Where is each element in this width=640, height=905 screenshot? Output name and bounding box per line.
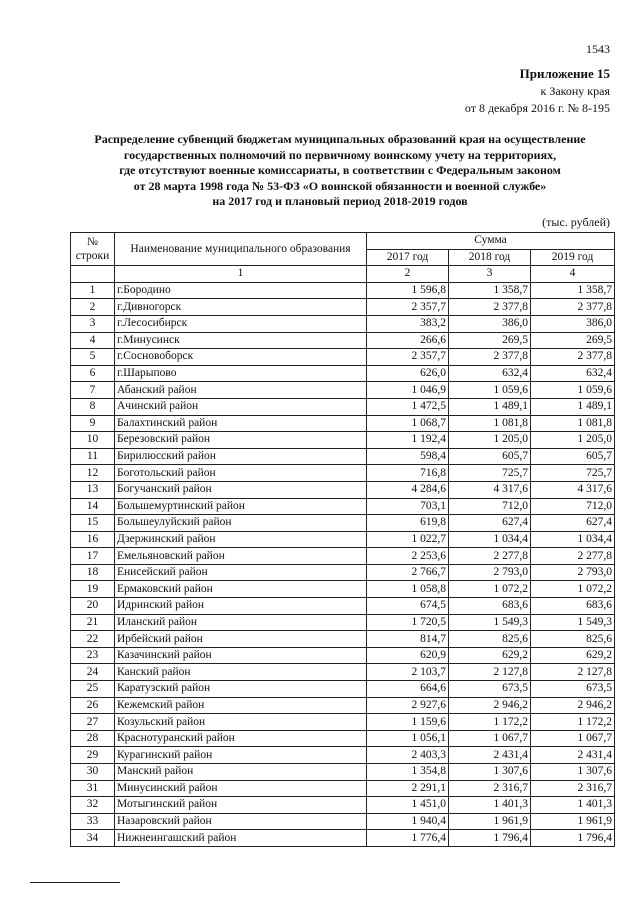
- title-line: где отсутствуют военные комиссариаты, в соответствии с Федеральным законом: [119, 163, 561, 177]
- row-number-cell: 26: [71, 697, 115, 714]
- value-2018-cell: 627,4: [449, 515, 531, 532]
- row-number-cell: 5: [71, 349, 115, 366]
- row-number-cell: 33: [71, 813, 115, 830]
- value-2017-cell: 1 776,4: [367, 830, 449, 847]
- value-2018-cell: 825,6: [449, 631, 531, 648]
- value-2017-cell: 4 284,6: [367, 481, 449, 498]
- value-2017-cell: 674,5: [367, 598, 449, 615]
- value-2017-cell: 1 451,0: [367, 797, 449, 814]
- table-row: [71, 382, 615, 399]
- table-row: [71, 598, 615, 615]
- municipality-name-cell: Манский район: [115, 764, 367, 781]
- row-number-cell: 4: [71, 332, 115, 349]
- value-2019-cell: 2 431,4: [531, 747, 615, 764]
- table-row: [71, 614, 615, 631]
- table-row: [71, 830, 615, 847]
- row-number-cell: 18: [71, 564, 115, 581]
- table-row: [71, 531, 615, 548]
- municipality-name-cell: Нижнеингашский район: [115, 830, 367, 847]
- row-number-cell: 11: [71, 448, 115, 465]
- table-row: [71, 548, 615, 565]
- value-2019-cell: 1 072,2: [531, 581, 615, 598]
- table-row: [71, 432, 615, 449]
- value-2017-cell: 1 056,1: [367, 730, 449, 747]
- value-2019-cell: 632,4: [531, 365, 615, 382]
- footnote-divider: [30, 882, 120, 883]
- value-2017-cell: 2 927,6: [367, 697, 449, 714]
- value-2018-cell: 1 172,2: [449, 714, 531, 731]
- value-2018-cell: 712,0: [449, 498, 531, 515]
- municipality-name-cell: Мотыгинский район: [115, 797, 367, 814]
- table-row: [71, 332, 615, 349]
- value-2019-cell: 1 067,7: [531, 730, 615, 747]
- value-2017-cell: 2 357,7: [367, 299, 449, 316]
- row-number-cell: 19: [71, 581, 115, 598]
- value-2018-cell: 2 316,7: [449, 780, 531, 797]
- row-number-cell: 7: [71, 382, 115, 399]
- row-number-cell: 8: [71, 398, 115, 415]
- value-2017-cell: 2 291,1: [367, 780, 449, 797]
- value-2019-cell: 2 946,2: [531, 697, 615, 714]
- table-row: [71, 415, 615, 432]
- value-2018-cell: 1 034,4: [449, 531, 531, 548]
- row-number-cell: 13: [71, 481, 115, 498]
- value-2019-cell: 2 377,8: [531, 299, 615, 316]
- column-number-cell: [71, 266, 115, 283]
- value-2018-cell: 1 796,4: [449, 830, 531, 847]
- municipality-name-cell: Богучанский район: [115, 481, 367, 498]
- value-2017-cell: 2 103,7: [367, 664, 449, 681]
- value-2018-cell: 1 307,6: [449, 764, 531, 781]
- value-2018-cell: 673,5: [449, 681, 531, 698]
- value-2018-cell: 1 549,3: [449, 614, 531, 631]
- row-number-cell: 21: [71, 614, 115, 631]
- municipality-name-cell: Канский район: [115, 664, 367, 681]
- municipality-name-cell: г.Бородино: [115, 282, 367, 299]
- value-2017-cell: 664,6: [367, 681, 449, 698]
- column-number-cell: 3: [449, 266, 531, 283]
- appendix-title: Приложение 15: [519, 66, 610, 81]
- value-2019-cell: 725,7: [531, 465, 615, 482]
- table-row: [71, 349, 615, 366]
- value-2019-cell: 629,2: [531, 647, 615, 664]
- row-number-cell: 23: [71, 647, 115, 664]
- value-2017-cell: 626,0: [367, 365, 449, 382]
- municipality-name-cell: Назаровский район: [115, 813, 367, 830]
- value-2019-cell: 2 277,8: [531, 548, 615, 565]
- municipality-name-cell: Иланский район: [115, 614, 367, 631]
- municipality-name-cell: Идринский район: [115, 598, 367, 615]
- value-2019-cell: 1 796,4: [531, 830, 615, 847]
- table-row: [71, 714, 615, 731]
- row-number-cell: 1: [71, 282, 115, 299]
- table-row: [71, 797, 615, 814]
- table-row: [71, 315, 615, 332]
- municipality-name-cell: Кежемский район: [115, 697, 367, 714]
- row-number-cell: 17: [71, 548, 115, 565]
- table-row: [71, 747, 615, 764]
- value-2019-cell: 712,0: [531, 498, 615, 515]
- value-2017-cell: 1 046,9: [367, 382, 449, 399]
- value-2019-cell: 1 401,3: [531, 797, 615, 814]
- table-row: [71, 481, 615, 498]
- municipality-name-cell: Боготольский район: [115, 465, 367, 482]
- column-number-cell: 4: [531, 266, 615, 283]
- value-2018-cell: 386,0: [449, 315, 531, 332]
- value-2017-cell: 2 253,6: [367, 548, 449, 565]
- row-number-cell: 30: [71, 764, 115, 781]
- row-number-cell: 14: [71, 498, 115, 515]
- value-2017-cell: 716,8: [367, 465, 449, 482]
- value-2019-cell: 683,6: [531, 598, 615, 615]
- header-name: Наименование муниципального образования: [115, 233, 367, 266]
- table-row: [71, 780, 615, 797]
- value-2017-cell: 2 357,7: [367, 349, 449, 366]
- table-row: [71, 498, 615, 515]
- row-number-cell: 28: [71, 730, 115, 747]
- municipality-name-cell: Минусинский район: [115, 780, 367, 797]
- value-2018-cell: 1 401,3: [449, 797, 531, 814]
- table-row: [71, 730, 615, 747]
- header-2018: 2018 год: [449, 249, 531, 266]
- value-2017-cell: 2 403,3: [367, 747, 449, 764]
- value-2017-cell: 814,7: [367, 631, 449, 648]
- value-2018-cell: 4 317,6: [449, 481, 531, 498]
- row-number-cell: 34: [71, 830, 115, 847]
- municipality-name-cell: Большемуртинский район: [115, 498, 367, 515]
- row-number-cell: 12: [71, 465, 115, 482]
- units-label: (тыс. рублей): [542, 215, 610, 229]
- value-2018-cell: 269,5: [449, 332, 531, 349]
- table-row: [71, 581, 615, 598]
- row-number-cell: 29: [71, 747, 115, 764]
- value-2018-cell: 2 127,8: [449, 664, 531, 681]
- value-2019-cell: 4 317,6: [531, 481, 615, 498]
- municipality-name-cell: Каратузский район: [115, 681, 367, 698]
- value-2017-cell: 620,9: [367, 647, 449, 664]
- value-2017-cell: 598,4: [367, 448, 449, 465]
- value-2018-cell: 1 059,6: [449, 382, 531, 399]
- value-2018-cell: 629,2: [449, 647, 531, 664]
- row-number-cell: 15: [71, 515, 115, 532]
- table-row: [71, 631, 615, 648]
- table-row: [71, 398, 615, 415]
- value-2017-cell: 1 720,5: [367, 614, 449, 631]
- municipality-name-cell: Енисейский район: [115, 564, 367, 581]
- row-number-cell: 20: [71, 598, 115, 615]
- value-2019-cell: 1 358,7: [531, 282, 615, 299]
- value-2018-cell: 2 793,0: [449, 564, 531, 581]
- row-number-cell: 27: [71, 714, 115, 731]
- title-line: государственных полномочий по первичному воинскому учету на территориях,: [123, 147, 557, 162]
- value-2018-cell: 2 377,8: [449, 299, 531, 316]
- value-2018-cell: 1 961,9: [449, 813, 531, 830]
- table-row: [71, 448, 615, 465]
- value-2018-cell: 605,7: [449, 448, 531, 465]
- table-row: [71, 697, 615, 714]
- value-2018-cell: 1 358,7: [449, 282, 531, 299]
- table-row: [71, 465, 615, 482]
- value-2019-cell: 2 377,8: [531, 349, 615, 366]
- value-2018-cell: 725,7: [449, 465, 531, 482]
- table-row: [71, 365, 615, 382]
- appendix-law-ref: к Закону края: [540, 84, 610, 98]
- value-2018-cell: 2 431,4: [449, 747, 531, 764]
- value-2019-cell: 2 127,8: [531, 664, 615, 681]
- value-2019-cell: 269,5: [531, 332, 615, 349]
- value-2017-cell: 2 766,7: [367, 564, 449, 581]
- row-number-cell: 24: [71, 664, 115, 681]
- header-2019: 2019 год: [531, 249, 615, 266]
- table-row: [71, 764, 615, 781]
- value-2017-cell: 1 159,6: [367, 714, 449, 731]
- value-2019-cell: 1 307,6: [531, 764, 615, 781]
- column-number-cell: 1: [115, 266, 367, 283]
- table-row: [71, 299, 615, 316]
- value-2019-cell: 605,7: [531, 448, 615, 465]
- value-2017-cell: 703,1: [367, 498, 449, 515]
- value-2017-cell: 1 058,8: [367, 581, 449, 598]
- value-2019-cell: 1 081,8: [531, 415, 615, 432]
- value-2019-cell: 2 316,7: [531, 780, 615, 797]
- value-2019-cell: 1 205,0: [531, 432, 615, 449]
- municipality-name-cell: Казачинский район: [115, 647, 367, 664]
- municipality-name-cell: Дзержинский район: [115, 531, 367, 548]
- value-2018-cell: 1 205,0: [449, 432, 531, 449]
- value-2017-cell: 383,2: [367, 315, 449, 332]
- value-2017-cell: 1 068,7: [367, 415, 449, 432]
- value-2017-cell: 1 354,8: [367, 764, 449, 781]
- value-2018-cell: 2 377,8: [449, 349, 531, 366]
- value-2017-cell: 1 022,7: [367, 531, 449, 548]
- municipality-name-cell: Козульский район: [115, 714, 367, 731]
- value-2018-cell: 632,4: [449, 365, 531, 382]
- row-number-cell: 25: [71, 681, 115, 698]
- table-row: [71, 282, 615, 299]
- header-2017: 2017 год: [367, 249, 449, 266]
- value-2017-cell: 1 596,8: [367, 282, 449, 299]
- row-number-cell: 22: [71, 631, 115, 648]
- value-2017-cell: 266,6: [367, 332, 449, 349]
- value-2018-cell: 1 067,7: [449, 730, 531, 747]
- value-2017-cell: 1 192,4: [367, 432, 449, 449]
- value-2018-cell: 1 489,1: [449, 398, 531, 415]
- value-2017-cell: 1 472,5: [367, 398, 449, 415]
- value-2018-cell: 2 946,2: [449, 697, 531, 714]
- municipality-name-cell: Емельяновский район: [115, 548, 367, 565]
- table-body: [71, 282, 615, 846]
- appendix-date-ref: от 8 декабря 2016 г. № 8-195: [464, 101, 610, 115]
- budget-table: [70, 232, 615, 847]
- value-2019-cell: 2 793,0: [531, 564, 615, 581]
- municipality-name-cell: г.Минусинск: [115, 332, 367, 349]
- municipality-name-cell: Ирбейский район: [115, 631, 367, 648]
- title-line: на 2017 год и плановый период 2018-2019 годов: [212, 194, 468, 208]
- value-2019-cell: 627,4: [531, 515, 615, 532]
- value-2019-cell: 1 549,3: [531, 614, 615, 631]
- value-2019-cell: 1 961,9: [531, 813, 615, 830]
- municipality-name-cell: г.Лесосибирск: [115, 315, 367, 332]
- value-2019-cell: 1 059,6: [531, 382, 615, 399]
- municipality-name-cell: Ачинский район: [115, 398, 367, 415]
- value-2019-cell: 673,5: [531, 681, 615, 698]
- document-title: [60, 132, 620, 210]
- table-row: [71, 813, 615, 830]
- value-2017-cell: 619,8: [367, 515, 449, 532]
- municipality-name-cell: Краснотуранский район: [115, 730, 367, 747]
- table-row: [71, 647, 615, 664]
- row-number-cell: 2: [71, 299, 115, 316]
- row-number-cell: 9: [71, 415, 115, 432]
- row-number-cell: 10: [71, 432, 115, 449]
- table-row: [71, 681, 615, 698]
- municipality-name-cell: Ермаковский район: [115, 581, 367, 598]
- municipality-name-cell: Большеулуйский район: [115, 515, 367, 532]
- municipality-name-cell: г.Сосновоборск: [115, 349, 367, 366]
- municipality-name-cell: Балахтинский район: [115, 415, 367, 432]
- value-2019-cell: 825,6: [531, 631, 615, 648]
- municipality-name-cell: г.Шарыпово: [115, 365, 367, 382]
- value-2018-cell: 2 277,8: [449, 548, 531, 565]
- table-row: [71, 664, 615, 681]
- table-row: [71, 515, 615, 532]
- title-line: от 28 марта 1998 года № 53-ФЗ «О воинской обязанности и военной службе»: [133, 178, 547, 193]
- value-2019-cell: 1 489,1: [531, 398, 615, 415]
- value-2018-cell: 683,6: [449, 598, 531, 615]
- municipality-name-cell: г.Дивногорск: [115, 299, 367, 316]
- row-number-cell: 3: [71, 315, 115, 332]
- value-2017-cell: 1 940,4: [367, 813, 449, 830]
- column-number-cell: 2: [367, 266, 449, 283]
- row-number-cell: 31: [71, 780, 115, 797]
- row-number-cell: 16: [71, 531, 115, 548]
- municipality-name-cell: Березовский район: [115, 432, 367, 449]
- header-sum: Сумма: [367, 233, 615, 250]
- row-number-cell: 32: [71, 797, 115, 814]
- value-2018-cell: 1 072,2: [449, 581, 531, 598]
- table-row: [71, 564, 615, 581]
- value-2019-cell: 386,0: [531, 315, 615, 332]
- value-2019-cell: 1 034,4: [531, 531, 615, 548]
- value-2019-cell: 1 172,2: [531, 714, 615, 731]
- row-number-cell: 6: [71, 365, 115, 382]
- title-line: Распределение субвенций бюджетам муниципальных образований края на осуществление: [94, 132, 586, 146]
- municipality-name-cell: Бирилюсский район: [115, 448, 367, 465]
- municipality-name-cell: Курагинский район: [115, 747, 367, 764]
- header-row-number: № строки: [71, 233, 115, 266]
- page-number: 1543: [586, 42, 610, 56]
- value-2018-cell: 1 081,8: [449, 415, 531, 432]
- municipality-name-cell: Абанский район: [115, 382, 367, 399]
